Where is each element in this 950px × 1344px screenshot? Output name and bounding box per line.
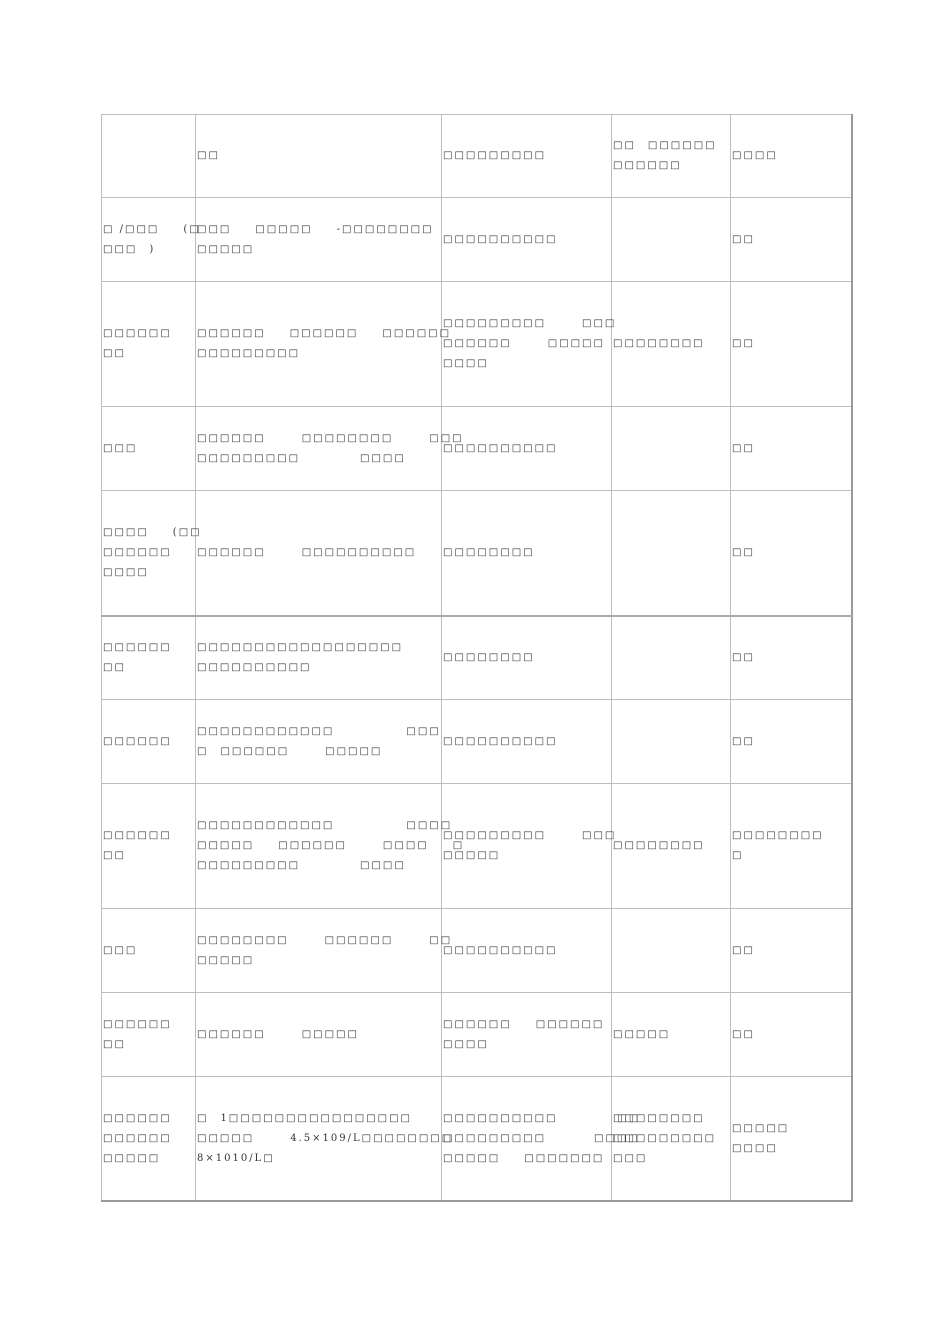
table-cell [731,1077,852,1202]
document-table [101,114,853,1202]
cell-text-line: □□□□□□□□□□ □□ [443,1112,641,1124]
table-cell [102,115,196,198]
cell-text-line: □□ [732,1028,755,1040]
cell-text-line: □□□□ [732,150,778,161]
table-cell [442,115,612,198]
cell-text-line: □□□□ [103,567,149,578]
table-cell [731,993,852,1077]
table-row [102,909,852,993]
cell-text-line: □□ [732,233,755,245]
cell-text-line [613,941,730,961]
cell-text-line: □□□□□□□□□□□□□□□□□□ [197,642,404,653]
table-cell [731,700,852,784]
cell-text-line: □ [732,850,744,861]
cell-text-line: □□ [103,1038,126,1050]
table-row [102,993,852,1077]
cell-text-line: □□□□□ [103,1152,161,1164]
cell-text-line: □□□□□□□□ [443,547,535,558]
cell-text-line: □□□□□□ [103,1132,172,1144]
table-cell [612,1077,731,1202]
cell-text-line: □□□ ) [103,243,156,255]
cell-text-line: □□□□ (□□ [103,527,202,538]
cell-text-line: □□□□□□□□□ □□□□ [197,452,406,464]
table-cell [612,282,731,407]
cell-text-line: □□□□□□□□□ □□□□ [197,860,406,871]
cell-text-line: □□□□□□□□□□ [443,735,558,747]
table-cell [731,407,852,491]
cell-text-line: □□□□□□□□□□ [197,662,312,673]
table-cell [442,993,612,1077]
table-cell [102,282,196,407]
cell-text-line: □□□□□ [443,850,501,861]
table-cell [102,909,196,993]
table-row [102,1077,852,1202]
cell-text-line: □□ [732,547,755,558]
cell-text-line: □ /□□□ (□ [103,223,201,235]
cell-text-line: □□□□□□ [103,547,172,558]
table-cell [102,198,201,282]
cell-text-line [613,439,730,459]
cell-text-line [613,732,730,752]
table-cell [102,1077,196,1202]
cell-text-line: □□□□□ [732,1122,790,1134]
cell-text-line: □□□□□□□□□ □□□ [443,830,617,841]
cell-text-line: □□□□□□□□□□□□ □□□□ [197,820,453,831]
cell-text-line: □□ [103,850,126,861]
table-cell [196,993,442,1077]
cell-text-line: □□□□□□□□ [613,338,705,349]
table-cell [102,700,196,784]
cell-text-line: □□□□ [443,358,489,369]
table-cell [612,491,731,617]
cell-text-line: □□□□□□□□ [613,1112,705,1124]
table-cell [102,491,202,617]
table-cell [612,909,731,993]
cell-text-line: □□□□□□□□□□□□ □□□ [197,725,441,737]
table-cell [442,407,612,491]
table-cell [442,616,612,700]
cell-text-line: □□□□ [732,1142,778,1154]
table-cell [102,407,196,491]
cell-text-line [613,230,730,250]
cell-text-line: □□□□□□ □□□□□□ □□□□□□ [197,328,452,339]
cell-text-line: □□□□□□ □□□□□□□□ □□□ [197,432,464,444]
cell-text-line: □□□ □□□□□ -□□□□□□□□ [197,223,434,235]
table-cell [196,700,442,784]
cell-text-line: □□□□□ □□□□□□□ [443,1152,605,1164]
cell-text-line [103,146,195,166]
table-cell [196,1077,454,1202]
table-cell [731,616,852,700]
cell-text-line: □□□□□□ [103,642,172,653]
table-cell [731,491,852,617]
cell-text-line: □□□□□□ [103,830,172,841]
table-cell [196,616,442,700]
cell-text-line: □□ [732,338,755,349]
table-cell [196,407,464,491]
table-cell [442,700,612,784]
cell-text-line: □□□□□□ □□□□□□ [443,1018,605,1030]
cell-text-line: 8×1010/L□ [197,1152,275,1164]
cell-text-line: □□□□□□□□□□ [443,944,558,956]
cell-text-line: □□□□□□ [613,160,682,171]
table-cell [442,198,612,282]
cell-text-line: □□□□□□ □□□□□□□□□□ [197,547,417,558]
table-cell [442,784,617,909]
cell-text-line: □□ [103,662,126,673]
table-row [102,700,852,784]
cell-text-line: □□□□□□□□□ □□□□ [443,1132,640,1144]
cell-text-line: □□□□□□□□ [732,830,824,841]
table-row [102,115,852,198]
cell-text-line: □□ [732,944,755,956]
cell-text-line: □□□□□□ □□□□□ [197,1028,359,1040]
table-cell [196,198,442,282]
table-cell [196,282,452,407]
table-cell [731,198,852,282]
cell-text-line: □□□□ [443,1038,489,1050]
cell-text-line: □□□□□□□□ □□□□□□ □□ [197,934,453,946]
table-cell [612,700,731,784]
cell-text-line: □□□□□□ [103,328,172,339]
table-cell [612,993,731,1077]
table-cell [731,909,852,993]
table-cell [102,616,196,700]
cell-text-line: □□ [197,150,220,161]
table-cell [731,282,852,407]
cell-text-line: □□□□□□ □□□□□ [443,338,605,349]
table-row [102,282,852,407]
cell-text-line: □□□□□ 4.5×109/L□□□□□□□□ [197,1132,454,1144]
cell-text-line: □□ □□□□□□ [613,140,717,151]
cell-text-line: □□□□□ □□□□□□ □□□□ □ [197,840,465,851]
table-cell [442,1077,641,1202]
table-cell [612,784,731,909]
cell-text-line: □□□ [103,944,138,956]
cell-text-line: □□□□□□ [103,1018,172,1030]
table-row [102,784,852,909]
table-cell [612,407,731,491]
table-row [102,407,852,491]
cell-text-line: □□ [103,348,126,359]
cell-text-line: □□□□□□□□□ [613,1132,717,1144]
table-cell [196,491,442,617]
cell-text-line: □□□ [103,442,138,454]
table-cell [442,491,612,617]
cell-text-line: □□□□□□□□□ □□□ [443,318,617,329]
table-row [102,198,852,282]
cell-text-line: □□□□□□□□□□ [443,442,558,454]
cell-text-line: □□□□□□□□ [443,652,535,663]
table-cell [102,993,196,1077]
table-cell [196,909,453,993]
cell-text-line: □□□ [613,1152,648,1164]
table-cell [102,784,196,909]
table-cell [196,115,442,198]
cell-text-line: □□□□□□□□□ [443,150,547,161]
table-cell [442,282,617,407]
cell-text-line: □□□□□□ [103,735,172,747]
cell-text-line: □□□□□ [613,1028,671,1040]
cell-text-line: □ □□□□□□ □□□□□ [197,745,383,757]
table-cell [731,115,852,198]
cell-text-line: □□□□□ [197,243,255,255]
cell-text-line: □□□□□□□□□ [197,348,301,359]
table-row [102,491,852,617]
cell-text-line: □□ [732,442,755,454]
cell-text-line: □ 1□□□□□□□□□□□□□□□□ [197,1112,412,1124]
table-row [102,616,852,700]
table-cell [612,616,731,700]
table-cell [612,115,731,198]
table-cell [612,198,731,282]
cell-text-line: □□□□□□□□□□ [443,233,558,245]
table-cell [196,784,465,909]
cell-text-line: □□□□□□□□ [613,840,705,851]
table-cell [442,909,612,993]
cell-text-line: □□ [732,735,755,747]
cell-text-line [613,543,730,563]
cell-text-line: □□□□□ [197,954,255,966]
cell-text-line: □□□□□□ [103,1112,172,1124]
table-cell [731,784,852,909]
cell-text-line [613,648,730,668]
cell-text-line: □□ [732,652,755,663]
